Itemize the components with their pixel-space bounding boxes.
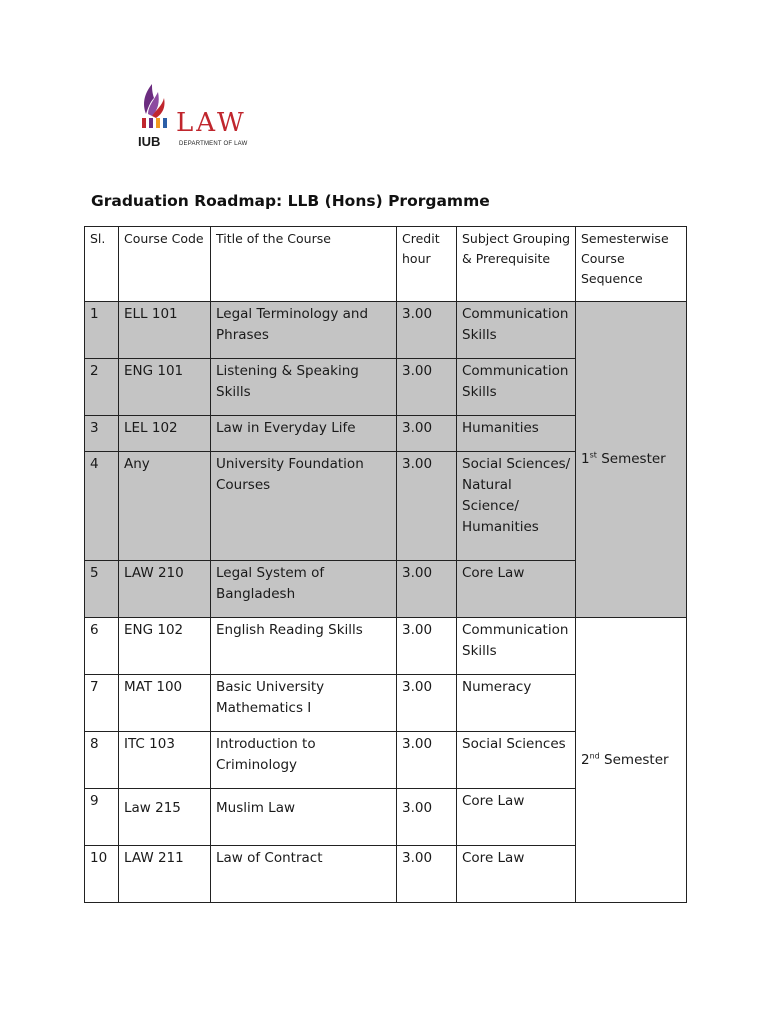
cell-subject-grouping: Core Law xyxy=(457,789,576,846)
department-logo xyxy=(136,80,270,152)
cell-sl: 4 xyxy=(85,452,119,561)
header-semester-sequence: Semesterwise Course Sequence xyxy=(576,227,687,302)
cell-course-code: LAW 210 xyxy=(119,561,211,618)
semester-label: Semester xyxy=(601,451,666,467)
cell-credit-hour: 3.00 xyxy=(397,732,457,789)
department-subtitle: DEPARTMENT OF LAW xyxy=(179,141,248,147)
cell-credit-hour: 3.00 xyxy=(397,452,457,561)
cell-subject-grouping: Communication Skills xyxy=(457,302,576,359)
cell-sl: 8 xyxy=(85,732,119,789)
iub-flame-logo-icon xyxy=(136,80,172,152)
cell-sl: 6 xyxy=(85,618,119,675)
cell-course-code: LEL 102 xyxy=(119,416,211,452)
cell-course-title: Introduction to Criminology xyxy=(211,732,397,789)
cell-subject-grouping: Humanities xyxy=(457,416,576,452)
cell-subject-grouping: Communication Skills xyxy=(457,359,576,416)
iub-abbreviation: IUB xyxy=(138,134,161,149)
cell-sl: 5 xyxy=(85,561,119,618)
cell-subject-grouping: Core Law xyxy=(457,561,576,618)
cell-credit-hour: 3.00 xyxy=(397,846,457,903)
table-header-row xyxy=(85,227,687,302)
cell-credit-hour: 3.00 xyxy=(397,359,457,416)
cell-course-code: LAW 211 xyxy=(119,846,211,903)
cell-subject-grouping: Communication Skills xyxy=(457,618,576,675)
semester-cell-second xyxy=(576,618,687,903)
cell-subject-grouping: Social Sciences/ Natural Science/ Humanities xyxy=(457,452,576,561)
cell-credit-hour: 3.00 xyxy=(397,618,457,675)
semester-cell-first xyxy=(576,302,687,618)
cell-sl: 10 xyxy=(85,846,119,903)
semester-number: 1 xyxy=(581,451,590,467)
document-title: Graduation Roadmap: LLB (Hons) Prorgamme xyxy=(91,192,490,210)
header-course-title: Title of the Course xyxy=(211,227,397,302)
header-credit-hour: Credit hour xyxy=(397,227,457,302)
cell-credit-hour: 3.00 xyxy=(397,416,457,452)
cell-course-title: Basic University Mathematics I xyxy=(211,675,397,732)
cell-subject-grouping: Numeracy xyxy=(457,675,576,732)
cell-course-code: ITC 103 xyxy=(119,732,211,789)
cell-subject-grouping: Core Law xyxy=(457,846,576,903)
cell-subject-grouping: Social Sciences xyxy=(457,732,576,789)
cell-course-title xyxy=(211,789,397,846)
semester-ordinal-suffix: nd xyxy=(589,751,600,760)
semester-ordinal-suffix: st xyxy=(589,450,597,460)
cell-course-title: English Reading Skills xyxy=(211,618,397,675)
law-wordmark: LAW xyxy=(176,108,247,138)
roadmap-table xyxy=(84,226,687,903)
cell-course-code: ENG 101 xyxy=(119,359,211,416)
course-title-text: Muslim Law xyxy=(216,800,296,816)
cell-course-title: University Foundation Courses xyxy=(211,452,397,561)
semester-number: 2 xyxy=(581,751,590,768)
header-subject-grouping: Subject Grouping & Prerequisite xyxy=(457,227,576,302)
header-course-code: Course Code xyxy=(119,227,211,302)
cell-course-code: Any xyxy=(119,452,211,561)
cell-course-code: ELL 101 xyxy=(119,302,211,359)
cell-sl: 1 xyxy=(85,302,119,359)
cell-course-title: Legal Terminology and Phrases xyxy=(211,302,397,359)
credit-hour-text: 3.00 xyxy=(402,800,433,816)
table-row xyxy=(85,302,687,359)
cell-credit-hour xyxy=(397,789,457,846)
cell-course-title: Legal System of Bangladesh xyxy=(211,561,397,618)
cell-course-title: Listening & Speaking Skills xyxy=(211,359,397,416)
cell-credit-hour: 3.00 xyxy=(397,561,457,618)
cell-course-code: ENG 102 xyxy=(119,618,211,675)
table-row xyxy=(85,618,687,675)
cell-course-code xyxy=(119,789,211,846)
cell-credit-hour: 3.00 xyxy=(397,302,457,359)
header-sl: Sl. xyxy=(85,227,119,302)
cell-credit-hour: 3.00 xyxy=(397,675,457,732)
cell-sl: 7 xyxy=(85,675,119,732)
cell-course-code: MAT 100 xyxy=(119,675,211,732)
cell-sl: 2 xyxy=(85,359,119,416)
cell-sl: 3 xyxy=(85,416,119,452)
cell-sl: 9 xyxy=(85,789,119,846)
course-code-text: Law 215 xyxy=(124,800,181,816)
cell-course-title: Law of Contract xyxy=(211,846,397,903)
semester-label: Semester xyxy=(604,751,669,768)
cell-course-title: Law in Everyday Life xyxy=(211,416,397,452)
